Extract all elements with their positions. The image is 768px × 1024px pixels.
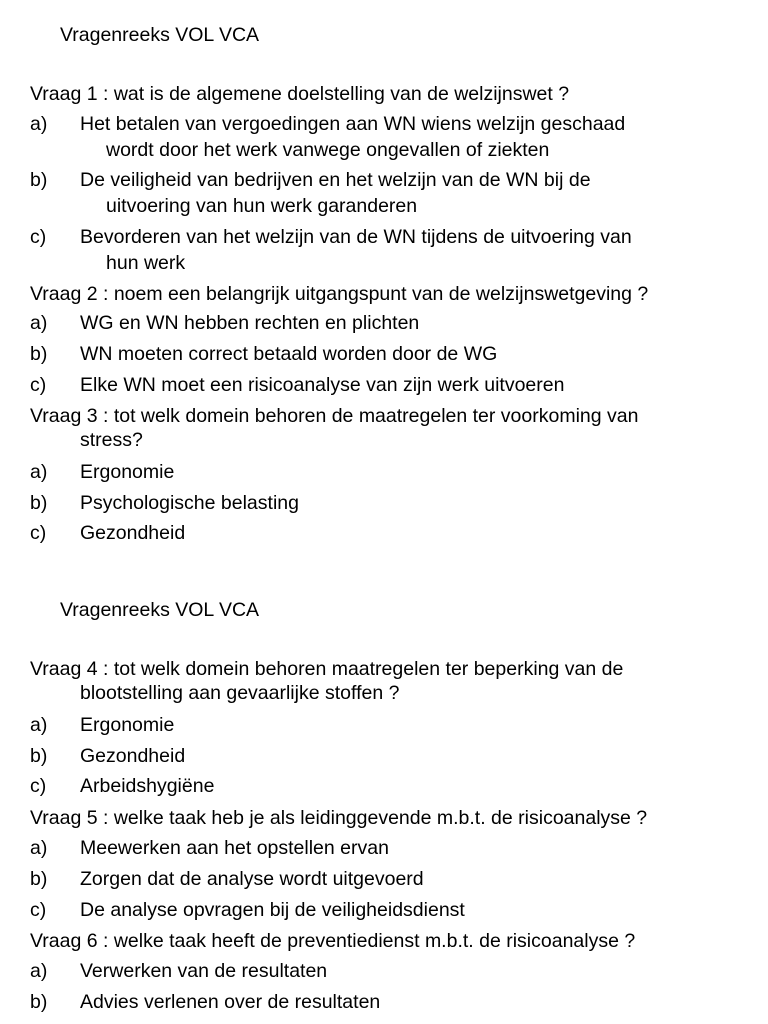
option-label: a) [30, 837, 48, 859]
option-text: Psychologische belasting [80, 492, 299, 514]
question-5-text: Vraag 5 : welke taak heb je als leidinggevende m.b.t. de risicoanalyse ? [30, 807, 648, 829]
option-label: b) [30, 868, 48, 890]
option-text-continued: uitvoering van hun werk garanderen [106, 195, 418, 217]
option-text: Zorgen dat de analyse wordt uitgevoerd [80, 868, 424, 890]
option-text-continued: hun werk [106, 252, 186, 274]
question-5-option-a [30, 835, 730, 861]
question-3-text: Vraag 3 : tot welk domein behoren de maatregelen ter voorkoming van [30, 405, 639, 427]
option-label: a) [30, 312, 48, 334]
option-text: WG en WN hebben rechten en plichten [80, 312, 420, 334]
option-text: De veiligheid van bedrijven en het welzijn van de WN bij de [80, 169, 591, 191]
option-text: De analyse opvragen bij de veiligheidsdienst [80, 899, 465, 921]
question-2-option-a [30, 310, 730, 336]
question-6-text: Vraag 6 : welke taak heeft de preventiedienst m.b.t. de risicoanalyse ? [30, 930, 636, 952]
option-label: c) [30, 775, 47, 797]
option-label: a) [30, 461, 48, 483]
question-1-option-c [30, 224, 730, 276]
option-text: Het betalen van vergoedingen aan WN wiens welzijn geschaad [80, 113, 626, 135]
option-text: Gezondheid [80, 522, 186, 544]
question-3-text-continued: stress? [80, 429, 143, 451]
option-label: b) [30, 343, 48, 365]
option-text: WN moeten correct betaald worden door de WG [80, 343, 498, 365]
option-text: Gezondheid [80, 745, 186, 767]
option-text: Advies verlenen over de resultaten [80, 991, 381, 1013]
option-text: Ergonomie [80, 461, 175, 483]
question-5-option-b [30, 866, 730, 892]
question-4-option-c [30, 773, 730, 799]
question-4 [30, 657, 730, 705]
option-label: c) [30, 899, 47, 921]
question-3-option-c [30, 520, 730, 546]
question-6-option-b [30, 989, 730, 1015]
option-text-continued: wordt door het werk vanwege ongevallen of ziekten [106, 139, 550, 161]
question-6-option-a [30, 958, 730, 984]
question-5 [30, 806, 730, 830]
option-label: a) [30, 113, 48, 135]
question-4-option-a [30, 712, 730, 738]
option-text: Ergonomie [80, 714, 175, 736]
question-3-option-b [30, 490, 730, 516]
option-text: Bevorderen van het welzijn van de WN tijdens de uitvoering van [80, 226, 632, 248]
option-label: a) [30, 960, 48, 982]
question-1 [30, 82, 730, 106]
question-2-option-c [30, 372, 730, 398]
question-1-option-b [30, 167, 730, 219]
option-label: b) [30, 745, 48, 767]
option-label: c) [30, 226, 47, 248]
question-3-option-a [30, 459, 730, 485]
section-heading-1: Vragenreeks VOL VCA [60, 24, 260, 46]
option-text: Verwerken van de resultaten [80, 960, 328, 982]
option-label: b) [30, 991, 48, 1013]
option-text: Meewerken aan het opstellen ervan [80, 837, 389, 859]
section-heading-2: Vragenreeks VOL VCA [60, 599, 260, 621]
option-label: b) [30, 492, 48, 514]
option-label: b) [30, 169, 48, 191]
question-6 [30, 929, 730, 953]
question-4-text-continued: blootstelling aan gevaarlijke stoffen ? [80, 682, 400, 704]
option-label: c) [30, 374, 47, 396]
option-text: Arbeidshygiëne [80, 775, 215, 797]
question-5-option-c [30, 897, 730, 923]
option-text: Elke WN moet een risicoanalyse van zijn werk uitvoeren [80, 374, 565, 396]
question-1-text: Vraag 1 : wat is de algemene doelstelling van de welzijnswet ? [30, 83, 570, 105]
question-2-text: Vraag 2 : noem een belangrijk uitgangspunt van de welzijnswetgeving ? [30, 283, 649, 305]
question-3 [30, 404, 730, 452]
question-2-option-b [30, 341, 730, 367]
option-label: c) [30, 522, 47, 544]
option-label: a) [30, 714, 48, 736]
question-4-option-b [30, 743, 730, 769]
question-2 [30, 282, 730, 306]
question-1-option-a [30, 111, 730, 163]
question-4-text: Vraag 4 : tot welk domein behoren maatregelen ter beperking van de [30, 658, 624, 680]
